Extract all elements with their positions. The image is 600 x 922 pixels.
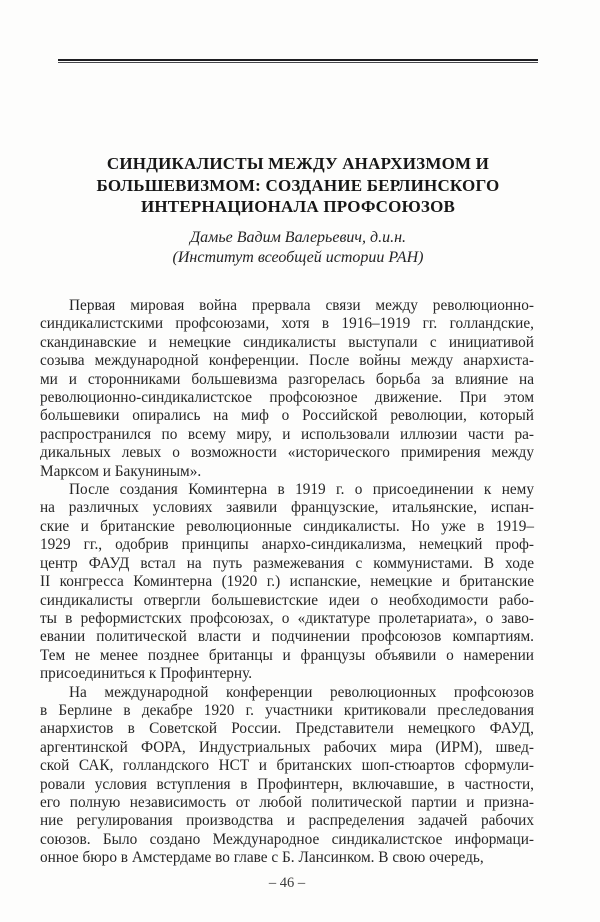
text-line: распространился по всему миру, и использовали иллюзии части ра-: [40, 425, 534, 443]
text-line: синдикалисты отвергли большевистские идеи о необходимости рабо-: [40, 591, 534, 609]
paragraph: [40, 684, 534, 868]
text-line: ской САК, голландского НСТ и британских шоп-стюартов сформули-: [40, 757, 534, 775]
text-line: аргентинской ФОРА, Индустриальных рабочих мира (ИРМ), швед-: [40, 738, 534, 756]
text-line: союзов. Было создано Международное синдикалистское информаци-: [40, 830, 534, 848]
text-line: созыва международной конференции. После войны между анархиста-: [40, 352, 534, 370]
text-line: Тем не менее позднее британцы и французы объявили о намерении: [40, 646, 534, 664]
text-line: ми и сторонниками большевизма разгорелась борьба за влияние на: [40, 370, 534, 388]
text-line: скандинавские и немецкие синдикалисты выступали с инициативой: [40, 333, 534, 351]
text-line: Марксом и Бакуниным».: [40, 462, 202, 480]
title-line: СИНДИКАЛИСТЫ МЕЖДУ АНАРХИЗМОМ И: [106, 154, 490, 173]
title-line: ИНТЕРНАЦИОНАЛА ПРОФСОЮЗОВ: [140, 197, 456, 216]
text-line: После создания Коминтерна в 1919 г. о присоединении к нему: [69, 481, 534, 499]
author-affiliation: (Институт всеобщей истории РАН): [172, 249, 424, 266]
text-line: 1929 гг., одобрив принципы анархо-синдикализма, немецкий проф-: [40, 536, 534, 554]
article-body: [40, 297, 534, 868]
article-title: [58, 153, 538, 218]
text-line: синдикалистскими профсоюзами, хотя в 1916–1919 гг. голландские,: [40, 315, 534, 333]
text-line: присоединиться к Профинтерну.: [40, 665, 253, 683]
text-line: ровали условия вступления в Профинтерн, включавшие, в частности,: [40, 775, 534, 793]
text-line: центр ФАУД встал на путь размежевания с коммунистами. В ходе: [40, 554, 534, 572]
byline: [58, 228, 538, 268]
text-line: ты в реформистских профсоюзах, о «диктатуре пролетариата», о заво-: [40, 609, 534, 627]
text-line: онное бюро в Амстердаме во главе с Б. Лансинком. В свою очередь,: [40, 849, 484, 867]
text-line: ние регулирования производства и распределения задачей рабочих: [40, 812, 534, 830]
paragraph: [40, 481, 534, 683]
text-line: его полную независимость от любой политической партии и призна-: [40, 793, 534, 811]
text-line: анархистов в Советской России. Представители немецкого ФАУД,: [40, 720, 534, 738]
text-line: Первая мировая война прервала связи между революционно-: [69, 297, 534, 314]
text-line: на различных условиях заявили французские, итальянские, испан-: [40, 499, 534, 517]
title-line: БОЛЬШЕВИЗМОМ: СОЗДАНИЕ БЕРЛИНСКОГО: [96, 175, 500, 195]
text-line: евании политической власти и подчинении профсоюзов компартиям.: [40, 628, 534, 646]
text-line: большевики опирались на миф о Российской революции, который: [40, 407, 534, 425]
text-line: II конгресса Коминтерна (1920 г.) испанские, немецкие и британские: [40, 573, 534, 591]
paragraph: [40, 297, 534, 481]
author-name: Дамье Вадим Валерьевич, д.и.н.: [189, 229, 407, 246]
page-top-rule: [58, 59, 538, 63]
text-line: На международной конференции революционных профсоюзов: [69, 683, 534, 701]
text-line: ские и британские революционные синдикалисты. Но уже в 1919–: [40, 517, 534, 535]
text-line: дикальных левых о возможности «исторического примирения между: [40, 444, 534, 462]
page-number: – 46 –: [268, 875, 306, 891]
text-line: в Берлине в декабре 1920 г. участники критиковали преследования: [40, 701, 534, 719]
text-line: революционно-синдикалистское профсоюзное движение. При этом: [40, 389, 534, 407]
